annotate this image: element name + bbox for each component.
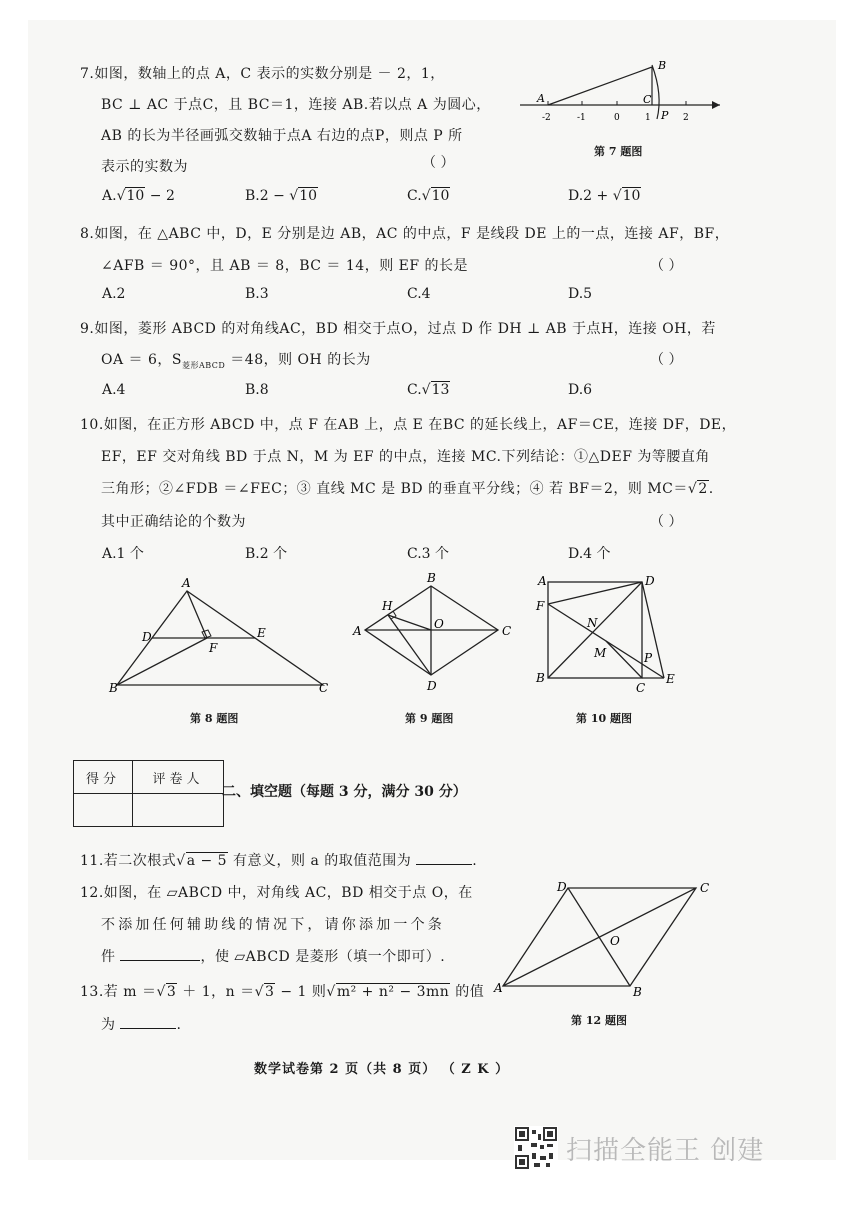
page-footer: 数学试卷第 2 页（共 8 页） （ Z K ）	[254, 1062, 510, 1077]
q9-option-c: C.√13	[407, 382, 450, 398]
q12-line-3: 件 ，使 ▱ABCD 是菱形（填一个即可）.	[101, 949, 446, 965]
q10-point-p: P	[644, 651, 653, 665]
q10-option-b: B.2 个	[245, 546, 288, 562]
q7-tick-label: 1	[645, 113, 651, 123]
q10-figure	[530, 570, 690, 695]
q10-point-n: N	[587, 616, 598, 630]
q12-point-b: B	[633, 985, 642, 999]
q12-point-d: D	[557, 880, 567, 894]
q8-point-c: C	[319, 681, 329, 695]
q9-option-b: B.8	[245, 382, 269, 398]
score-cell	[74, 794, 133, 827]
q9-point-b: B	[427, 572, 436, 585]
grader-cell	[133, 794, 224, 827]
score-header: 得分	[74, 761, 133, 794]
q13-line-1: 13.若 m ＝√3 ＋ 1，n ＝√3 − 1 则√m² + n² − 3mn 的值	[80, 984, 485, 1000]
q8-figure	[105, 575, 345, 700]
q8-point-f: F	[209, 641, 218, 655]
q12-figure-caption: 第 12 题图	[571, 1014, 627, 1027]
score-table	[73, 760, 224, 827]
q8-point-b: B	[109, 681, 118, 695]
q8-option-a: A.2	[102, 286, 126, 302]
q7-line-1: 7.如图，数轴上的点 A，C 表示的实数分别是 － 2，1，	[80, 66, 445, 82]
q10-point-d: D	[645, 574, 655, 588]
q8-point-e: E	[257, 626, 266, 640]
q9-option-d: D.6	[568, 382, 593, 398]
q9-line-1: 9.如图，菱形 ABCD 的对角线AC，BD 相交于点O，过点 D 作 DH ⊥ AB 于点H，连接 OH，若	[80, 321, 716, 337]
q10-line-1: 10.如图，在正方形 ABCD 中，点 F 在AB 上，点 E 在BC 的延长线上，AF＝CE，连接 DF，DE，	[80, 417, 737, 433]
q10-line-2: EF，EF 交对角线 BD 于点 N，M 为 EF 的中点，连接 MC.下列结论：①△DEF 为等腰直角	[101, 449, 710, 465]
q9-point-a: A	[353, 624, 362, 638]
q13-answer-blank[interactable]	[120, 1028, 176, 1029]
scanner-watermark	[514, 1126, 764, 1170]
q9-point-d: D	[427, 679, 437, 693]
q10-line-4: 其中正确结论的个数为	[101, 514, 246, 530]
q10-answer-paren: （ ）	[650, 514, 683, 530]
q9-answer-paren: （ ）	[650, 352, 683, 368]
q10-option-a: A.1 个	[102, 546, 144, 562]
q8-point-a: A	[182, 576, 191, 590]
q8-figure-caption: 第 8 题图	[190, 712, 239, 725]
q11-answer-blank[interactable]	[416, 864, 472, 865]
q9-figure	[350, 572, 520, 697]
q8-option-b: B.3	[245, 286, 269, 302]
q9-point-o: O	[434, 617, 444, 631]
section-2-heading: 二、填空题（每题 3 分，满分 30 分）	[222, 784, 467, 800]
q9-figure-caption: 第 9 题图	[405, 712, 454, 725]
q10-figure-caption: 第 10 题图	[576, 712, 632, 725]
q7-figure-caption: 第 7 题图	[594, 145, 643, 158]
q8-point-d: D	[142, 630, 152, 644]
q9-option-a: A.4	[102, 382, 126, 398]
q8-line-2: ∠AFB ＝ 90°，且 AB ＝ 8，BC ＝ 14，则 EF 的长是	[101, 258, 469, 274]
q8-option-d: D.5	[568, 286, 593, 302]
q10-option-c: C.3 个	[407, 546, 450, 562]
q12-figure	[490, 878, 715, 1003]
q10-point-b: B	[536, 671, 545, 685]
qr-code-icon	[514, 1126, 558, 1170]
q7-line-3: AB 的长为半径画弧交数轴于点A 右边的点P，则点 P 所	[101, 128, 463, 144]
grader-header: 评卷人	[133, 761, 224, 794]
q7-line-2: BC ⊥ AC 于点C，且 BC＝1，连接 AB.若以点 A 为圆心，	[101, 97, 491, 113]
q13-line-2: 为 .	[101, 1017, 182, 1033]
q11-line: 11.若二次根式√a − 5 有意义，则 a 的取值范围为 .	[80, 853, 478, 869]
q7-line-4: 表示的实数为	[101, 159, 188, 175]
q12-point-c: C	[700, 881, 710, 895]
watermark-text: 扫描全能王 创建	[566, 1135, 765, 1166]
q7-point-c: C	[643, 93, 652, 106]
q12-point-o: O	[610, 934, 620, 948]
q9-point-h: H	[382, 599, 393, 613]
q7-tick-label: 0	[614, 113, 620, 123]
q8-line-1: 8.如图，在 △ABC 中，D，E 分别是边 AB，AC 的中点，F 是线段 DE 上的一点，连接 AF，BF，	[80, 226, 730, 242]
q12-answer-blank[interactable]	[120, 960, 200, 961]
q7-tick-label: -2	[542, 113, 551, 123]
q10-option-d: D.4 个	[568, 546, 611, 562]
q10-point-f: F	[536, 599, 545, 613]
q7-point-a: A	[537, 92, 545, 105]
q7-option-d: D.2 + √10	[568, 188, 641, 204]
q10-point-e: E	[666, 672, 675, 686]
q10-point-c: C	[636, 681, 646, 695]
q8-option-c: C.4	[407, 286, 431, 302]
q12-line-2: 不添加任何辅助线的情况下，请你添加一个条	[101, 917, 445, 933]
q7-point-p: P	[661, 109, 669, 122]
q7-tick-label: -1	[577, 113, 586, 123]
q9-line-2: OA ＝ 6，$S_{菱形ABCD} =48$，则 OH 的长为	[101, 352, 371, 370]
q12-line-1: 12.如图，在 ▱ABCD 中，对角线 AC，BD 相交于点 O，在	[80, 885, 473, 901]
q7-tick-label: 2	[683, 113, 689, 123]
q10-line-3: 三角形；②∠FDB ＝∠FEC；③ 直线 MC 是 BD 的垂直平分线；④ 若 BF＝2，则 MC＝√2.	[101, 481, 714, 497]
q7-point-b: B	[658, 59, 667, 72]
q7-answer-paren: （ ）	[422, 155, 455, 171]
q9-point-c: C	[502, 624, 512, 638]
q7-option-c: C.√10	[407, 188, 450, 204]
q10-point-m: M	[594, 646, 607, 660]
q12-point-a: A	[494, 981, 503, 995]
q7-option-b: B.2 − √10	[245, 188, 318, 204]
q8-answer-paren: （ ）	[650, 258, 683, 274]
q10-point-a: A	[538, 574, 547, 588]
q7-option-a: A.√10 − 2	[102, 188, 175, 204]
q7-figure	[515, 55, 725, 135]
